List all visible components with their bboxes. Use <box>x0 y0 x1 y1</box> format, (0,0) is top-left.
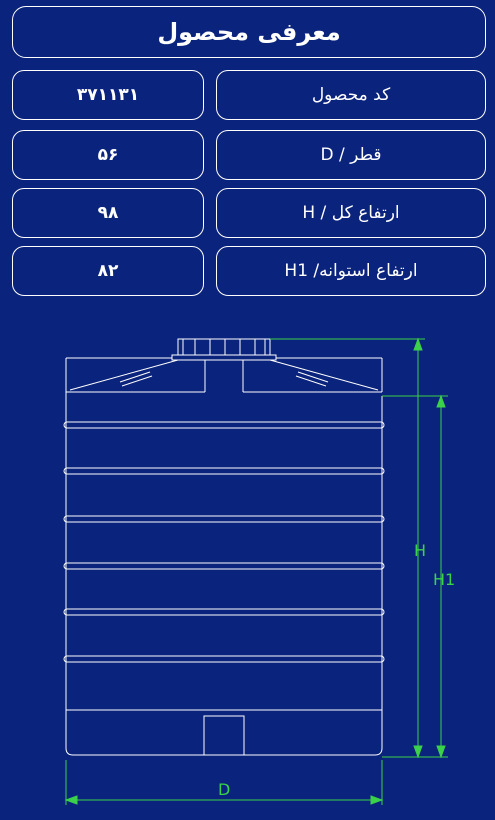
spec-row-cylinder-height <box>12 246 486 296</box>
spec-row-total-height <box>12 188 486 238</box>
spec-value: ۹۸ <box>12 188 204 238</box>
spec-label: ارتفاع کل / H <box>216 188 486 238</box>
title-box <box>12 6 486 58</box>
tank-lid <box>178 339 270 355</box>
spec-value: ۸۲ <box>12 246 204 296</box>
spec-value: ۳۷۱۱۳۱ <box>12 70 204 120</box>
page-title: معرفی محصول <box>157 18 341 46</box>
spec-row-code <box>12 70 486 120</box>
spec-value: ۵۶ <box>12 130 204 180</box>
dimension-lines <box>66 339 448 805</box>
dimension-d-label: D <box>218 780 231 799</box>
tank-base-slot <box>204 716 244 755</box>
tank-drawing <box>0 310 495 820</box>
tank-outline <box>64 339 384 755</box>
spec-label: کد محصول <box>216 70 486 120</box>
dimension-h-label: H <box>414 541 427 560</box>
spec-label: قطر / D <box>216 130 486 180</box>
spec-row-diameter <box>12 130 486 180</box>
spec-label: ارتفاع استوانه/ H1 <box>216 246 486 296</box>
dimension-h1-label: H1 <box>433 570 456 589</box>
